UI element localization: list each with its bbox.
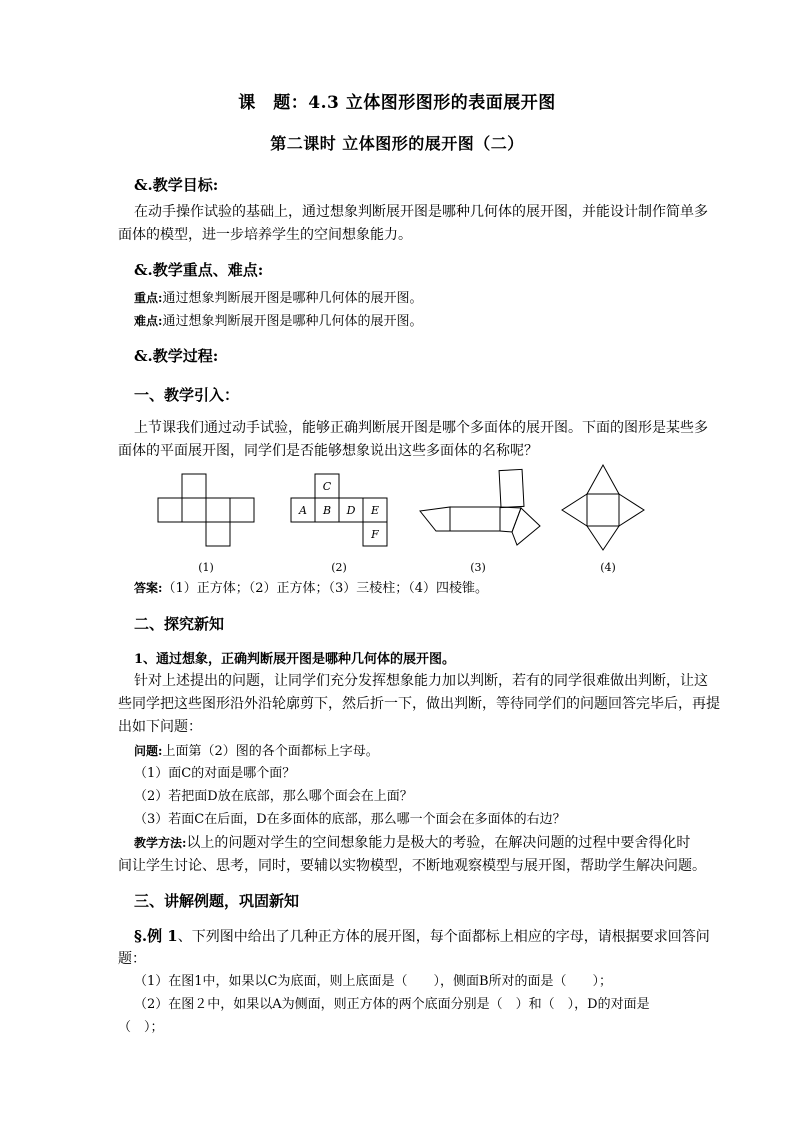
example-1-item-2: （2）在图２中，如果以A为侧面，则正方体的两个底面分别是（ ）和（ ），D的对面是 xyxy=(134,997,650,1012)
goals-heading: &.教学目标: xyxy=(134,176,219,194)
answer-line xyxy=(134,577,488,600)
net2-letter-a: A xyxy=(299,504,307,517)
net-figure-4 xyxy=(562,465,644,550)
net-figure-3 xyxy=(420,469,540,545)
question-1: （1）面C的对面是哪个面？ xyxy=(134,766,296,781)
example-1-label: §.例 1 xyxy=(134,927,178,945)
explore-sub1: 1、通过想象，正确判断展开图是哪种几何体的展开图。 xyxy=(134,652,456,667)
net3-triangle-left xyxy=(420,507,450,531)
explore-p2: 些同学把这些图形沿外沿轮廓剪下，然后折一下，做出判断，等待同学们的问题回答完毕后，再提 xyxy=(118,696,720,712)
net3-rect-top xyxy=(499,469,524,507)
net1-face xyxy=(206,498,230,522)
net3-triangle-right xyxy=(512,508,540,545)
example-1-item-2-cont: （ ）； xyxy=(118,1020,164,1035)
net3-rect-diag xyxy=(500,507,521,532)
figure-label-2: (2) xyxy=(331,561,347,574)
net4-tri-bottom xyxy=(587,526,619,550)
net1-face xyxy=(182,474,206,498)
question-3: （3）若面C在后面，D在多面体的底部，那么哪一个面会在多面体的右边？ xyxy=(134,812,566,827)
answer-label: 答案: xyxy=(134,581,163,595)
net2-letter-f: F xyxy=(371,528,379,541)
page-title: 课 题：4.3 立体图形图形的表面展开图 xyxy=(238,93,556,113)
net4-tri-top xyxy=(587,465,619,494)
net1-face xyxy=(206,522,230,546)
net4-base xyxy=(587,494,619,526)
net1-face xyxy=(182,498,206,522)
net2-letter-c: C xyxy=(322,480,332,493)
net2-letter-e: E xyxy=(370,504,380,517)
example-1-text: 、下列图中给出了几种正方体的展开图，每个面都标上相应的字母，请根据要求回答问 xyxy=(177,929,710,945)
figure-label-1: (1) xyxy=(198,561,214,574)
goals-text-line2: 面体的模型，进一步培养学生的空间想象能力。 xyxy=(118,227,412,243)
answer-text: （1）正方体；（2）正方体；（3）三棱柱；（4）四棱锥。 xyxy=(162,581,489,596)
net1-face xyxy=(158,498,182,522)
example-1-text-line2: 题： xyxy=(118,951,146,967)
method-text-line2: 间让学生讨论、思考，同时，要辅以实物模型，不断地观察模型与展开图，帮助学生解决问题。 xyxy=(118,858,706,874)
net4-tri-left xyxy=(562,494,587,526)
keypoint-nandian xyxy=(134,310,422,333)
page-subtitle: 第二课时 立体图形的展开图（二） xyxy=(270,134,524,153)
method-text: 以上的问题对学生的空间想象能力是极大的考验，在解决问题的过程中要舍得化时 xyxy=(186,835,691,851)
intro-line1: 上节课我们通过动手试验，能够正确判断展开图是哪个多面体的展开图。下面的图形是某些多 xyxy=(134,420,708,436)
net2-letter-d: D xyxy=(346,504,356,517)
intro-heading: 一、教学引入： xyxy=(134,386,240,404)
net3-rect xyxy=(450,507,500,531)
examples-heading: 三、讲解例题，巩固新知 xyxy=(134,892,300,910)
example-1-item-1: （1）在图1中，如果以C为底面，则上底面是（ ），侧面B所对的面是（ ）； xyxy=(134,974,613,989)
zhongdian-label: 重点: xyxy=(134,291,163,305)
figure-label-4: (4) xyxy=(600,561,616,574)
process-heading: &.教学过程: xyxy=(134,347,219,365)
explore-heading: 二、探究新知 xyxy=(134,615,225,633)
nandian-label: 难点: xyxy=(134,314,163,328)
zhongdian-text: 通过想象判断展开图是哪种几何体的展开图。 xyxy=(162,291,423,306)
keypoint-zhongdian xyxy=(134,287,422,310)
net4-tri-right xyxy=(619,494,644,526)
figure-label-3: (3) xyxy=(470,561,486,574)
question-text: 上面第（2）图的各个面都标上字母。 xyxy=(162,744,379,759)
net2-letter-b: B xyxy=(322,504,332,517)
question-2: （2）若把面D放在底部，那么哪个面会在上面？ xyxy=(134,789,413,804)
method-line xyxy=(134,832,690,854)
keypoints-heading: &.教学重点、难点: xyxy=(134,261,264,279)
explore-p1: 针对上述提出的问题，让同学们充分发挥想象能力加以判断，若有的同学很难做出判断，让这 xyxy=(134,673,708,689)
example-1-line xyxy=(134,925,710,948)
method-label: 教学方法: xyxy=(134,836,187,850)
net-figures xyxy=(0,460,794,585)
net-figure-1 xyxy=(158,474,254,546)
nandian-text: 通过想象判断展开图是哪种几何体的展开图。 xyxy=(162,314,423,329)
net1-face xyxy=(230,498,254,522)
explore-p3: 出如下问题： xyxy=(118,719,202,735)
question-line xyxy=(134,740,379,763)
intro-line2: 面体的平面展开图，同学们是否能够想象说出这些多面体的名称呢？ xyxy=(118,443,538,459)
goals-text-line1: 在动手操作试验的基础上，通过想象判断展开图是哪种几何体的展开图，并能设计制作简单多 xyxy=(134,204,708,220)
question-label: 问题: xyxy=(134,744,163,758)
